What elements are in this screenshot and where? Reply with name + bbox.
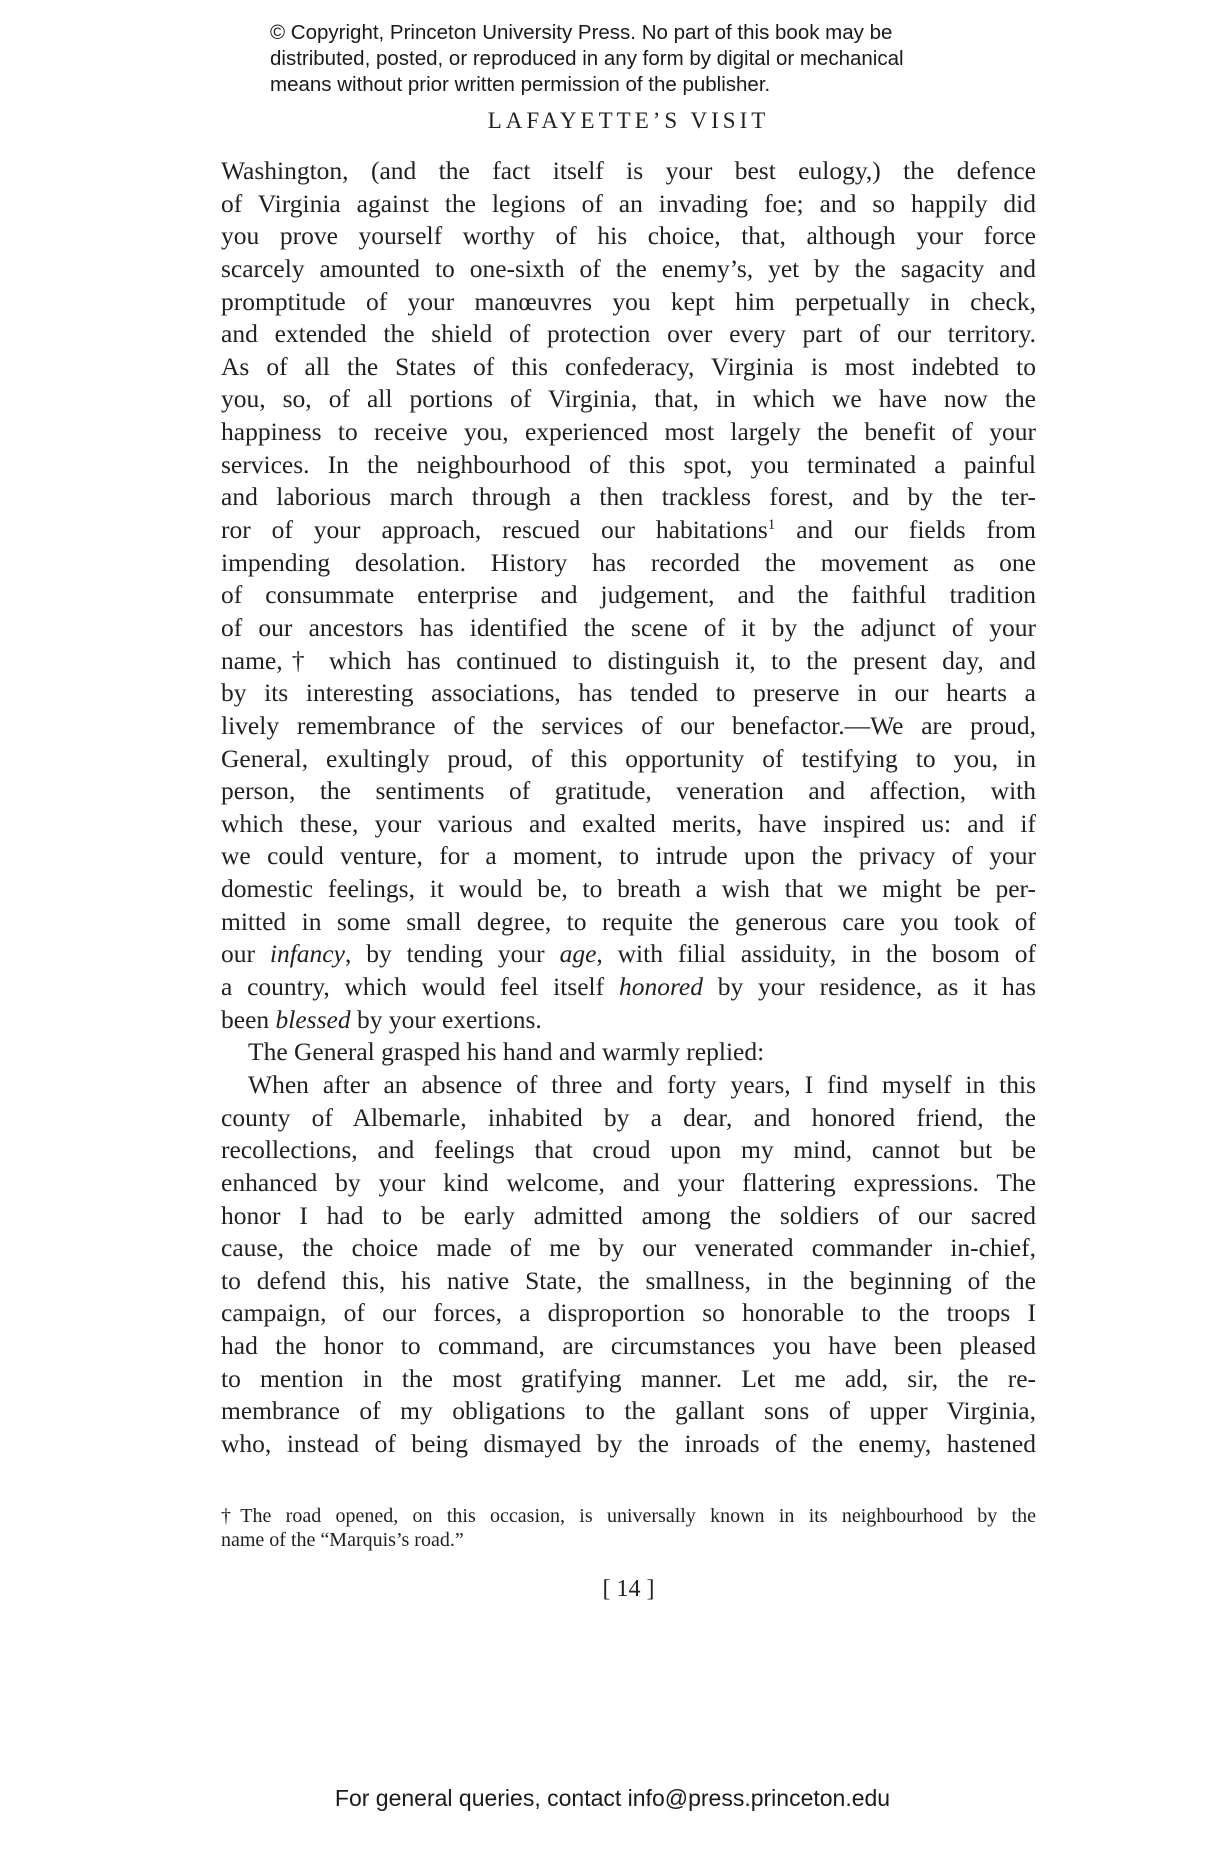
body-line: we could venture, for a moment, to intrude upon the privacy of your bbox=[221, 841, 1036, 871]
body-line: Washington, (and the fact itself is your best eulogy,) the defence bbox=[221, 156, 1036, 185]
body-line: and extended the shield of protection over every part of our territory. bbox=[221, 319, 1036, 349]
body-line: county of Albemarle, inhabited by a dear, and honored friend, the bbox=[221, 1102, 1036, 1132]
footnote-line: †The road opened, on this occasion, is universally known in its neighbourhood by the bbox=[221, 1505, 1036, 1527]
body-line: lively remembrance of the services of our benefactor.—We are proud, bbox=[221, 710, 1036, 740]
body-line: to defend this, his native State, the smallness, in the beginning of the bbox=[221, 1265, 1036, 1295]
footnote-line: name of the “Marquis’s road.” bbox=[221, 1529, 464, 1551]
body-line-text: our bbox=[221, 939, 270, 969]
body-line: who, instead of being dismayed by the inroads of the enemy, hastened bbox=[221, 1428, 1036, 1458]
body-line: you, so, of all portions of Virginia, that, in which we have now the bbox=[221, 384, 1036, 414]
body-line: mitted in some small degree, to requite the generous care you took of bbox=[221, 906, 1036, 936]
footnote bbox=[221, 1504, 1036, 1552]
body-line: to mention in the most gratifying manner. Let me add, sir, the re- bbox=[221, 1363, 1036, 1393]
body-line-text: been bbox=[221, 1004, 276, 1034]
body-line-text: ror of your approach, rescued our habitations bbox=[221, 515, 768, 545]
body-line: membrance of my obligations to the gallant sons of upper Virginia, bbox=[221, 1396, 1036, 1426]
body-line: of consummate enterprise and judgement, and the faithful tradition bbox=[221, 580, 1036, 610]
italic-word: infancy bbox=[269, 939, 345, 969]
body-line: which these, your various and exalted merits, have inspired us: and if bbox=[221, 808, 1036, 838]
running-head: LAFAYETTE’S VISIT bbox=[487, 108, 770, 133]
body-line bbox=[221, 1004, 1036, 1037]
italic-word: honored bbox=[618, 972, 703, 1002]
body-line-text: a country, which would feel itself bbox=[221, 972, 619, 1002]
body-line: and laborious march through a then trackless forest, and by the ter- bbox=[221, 482, 1036, 512]
body-line: General, exultingly proud, of this opportunity of testifying to you, in bbox=[221, 743, 1036, 773]
body-line: promptitude of your manœuvres you kept him perpetually in check, bbox=[221, 286, 1036, 316]
body-line: person, the sentiments of gratitude, veneration and affection, with bbox=[221, 776, 1036, 806]
body-line bbox=[221, 938, 1036, 971]
body-line: you prove yourself worthy of his choice, that, although your force bbox=[221, 221, 1036, 251]
body-line: The General grasped his hand and warmly replied: bbox=[248, 1037, 765, 1067]
body-line: honor I had to be early admitted among the soldiers of our sacred bbox=[221, 1200, 1036, 1230]
copyright-line: distributed, posted, or reproduced in any form by digital or mechanical bbox=[270, 47, 904, 70]
body-line-text: , with filial assiduity, in the bosom of bbox=[596, 939, 1037, 969]
footer-contact: For general queries, contact info@press.princeton.edu bbox=[334, 1785, 891, 1811]
body-line: by its interesting associations, has tended to preserve in our hearts a bbox=[221, 678, 1036, 708]
body-line: had the honor to command, are circumstances you have been pleased bbox=[221, 1331, 1036, 1361]
body-line: of our ancestors has identified the scene of it by the adjunct of your bbox=[221, 612, 1036, 642]
body-line bbox=[221, 514, 1036, 547]
copyright-line: © Copyright, Princeton University Press. No part of this book may be bbox=[270, 21, 893, 44]
body-line: enhanced by your kind welcome, and your flattering expressions. The bbox=[221, 1167, 1036, 1197]
body-line: As of all the States of this confederacy, Virginia is most indebted to bbox=[221, 351, 1036, 381]
body-line-text: by your residence, as it has bbox=[702, 972, 1037, 1002]
italic-word: age bbox=[559, 939, 597, 969]
body-line: happiness to receive you, experienced most largely the benefit of your bbox=[221, 417, 1036, 447]
copyright-notice bbox=[270, 20, 1030, 98]
body-line: of Virginia against the legions of an invading foe; and so happily did bbox=[221, 188, 1036, 218]
body-line-text: , by tending your bbox=[344, 939, 560, 969]
body-line: cause, the choice made of me by our venerated commander in-chief, bbox=[221, 1233, 1036, 1263]
body-line: scarcely amounted to one-sixth of the enemy’s, yet by the sagacity and bbox=[221, 253, 1036, 283]
body-line-text: and our fields from bbox=[775, 515, 1036, 545]
page-number: [ 14 ] bbox=[602, 1576, 655, 1602]
copyright-line: means without prior written permission of the publisher. bbox=[270, 73, 771, 96]
body-line bbox=[221, 971, 1036, 1004]
footnote-marker: 1 bbox=[767, 517, 776, 534]
body-line: services. In the neighbourhood of this spot, you terminated a painful bbox=[221, 449, 1036, 479]
body-line: recollections, and feelings that croud upon my mind, cannot but be bbox=[221, 1135, 1036, 1165]
body-line: When after an absence of three and forty years, I find myself in this bbox=[248, 1069, 1036, 1099]
body-line: impending desolation. History has recorded the movement as one bbox=[221, 547, 1036, 577]
body-line: name,† which has continued to distinguish it, to the present day, and bbox=[221, 645, 1036, 675]
body-line-text: by your exertions. bbox=[350, 1004, 542, 1034]
italic-word: blessed bbox=[275, 1004, 351, 1034]
body-text bbox=[221, 155, 1036, 1461]
body-line: domestic feelings, it would be, to breath a wish that we might be per- bbox=[221, 874, 1036, 904]
body-line: campaign, of our forces, a disproportion so honorable to the troops I bbox=[221, 1298, 1036, 1328]
